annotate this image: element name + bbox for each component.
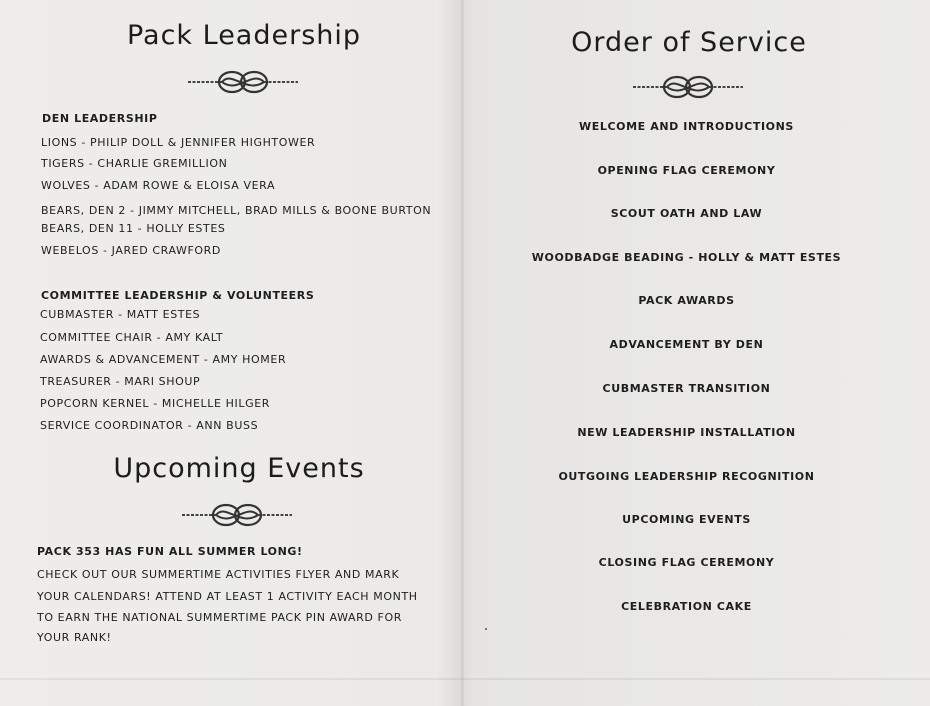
knot-icon	[631, 71, 745, 103]
service-item: NEW LEADERSHIP INSTALLATION	[577, 426, 796, 439]
service-item: UPCOMING EVENTS	[622, 513, 751, 526]
knot-icon	[180, 499, 294, 531]
committee-line: POPCORN KERNEL - MICHELLE HILGER	[40, 397, 271, 410]
knot-icon	[186, 66, 300, 98]
committee-line: SERVICE COORDINATOR - ANN BUSS	[40, 419, 259, 432]
committee-title: COMMITTEE LEADERSHIP & VOLUNTEERS	[41, 289, 315, 302]
committee-line: COMMITTEE CHAIR - AMY KALT	[40, 331, 224, 344]
den-leader-line: WEBELOS - JARED CRAWFORD	[41, 244, 221, 257]
order-of-service-heading: Order of Service	[571, 27, 807, 58]
den-leader-line: LIONS - PHILIP DOLL & JENNIFER HIGHTOWER	[41, 136, 316, 149]
service-item: CUBMASTER TRANSITION	[602, 382, 771, 395]
events-intro: PACK 353 HAS FUN ALL SUMMER LONG!	[37, 545, 303, 558]
ink-speck	[485, 628, 487, 630]
den-leader-line: WOLVES - ADAM ROWE & ELOISA VERA	[41, 179, 276, 192]
service-item: ADVANCEMENT BY DEN	[609, 338, 764, 351]
upcoming-events-heading: Upcoming Events	[113, 453, 365, 484]
den-leader-line: BEARS, DEN 11 - HOLLY ESTES	[41, 222, 226, 235]
den-leadership-title: DEN LEADERSHIP	[42, 112, 158, 125]
committee-line: TREASURER - MARI SHOUP	[40, 375, 201, 388]
events-line: YOUR RANK!	[37, 631, 112, 644]
service-item: SCOUT OATH AND LAW	[610, 207, 763, 220]
service-item: CLOSING FLAG CEREMONY	[598, 556, 775, 569]
service-item: WELCOME AND INTRODUCTIONS	[579, 120, 794, 133]
committee-line: AWARDS & ADVANCEMENT - AMY HOMER	[40, 353, 287, 366]
committee-line: CUBMASTER - MATT ESTES	[40, 308, 201, 321]
service-item: WOODBADGE BEADING - HOLLY & MATT ESTES	[531, 251, 842, 264]
service-item: CELEBRATION CAKE	[621, 600, 752, 613]
left-panel	[0, 0, 462, 706]
right-panel	[463, 0, 930, 706]
events-line: YOUR CALENDARS! ATTEND AT LEAST 1 ACTIVITY EACH MONTH	[37, 590, 418, 603]
events-line: TO EARN THE NATIONAL SUMMERTIME PACK PIN AWARD FOR	[37, 611, 402, 624]
events-line: CHECK OUT OUR SUMMERTIME ACTIVITIES FLYER AND MARK	[37, 568, 400, 581]
pack-leadership-heading: Pack Leadership	[126, 20, 362, 51]
service-item: OPENING FLAG CEREMONY	[597, 164, 776, 177]
service-item: PACK AWARDS	[638, 294, 735, 307]
den-leader-line: TIGERS - CHARLIE GREMILLION	[41, 157, 228, 170]
den-leader-line: BEARS, DEN 2 - JIMMY MITCHELL, BRAD MILLS & BOONE BURTON	[41, 204, 432, 217]
service-item: OUTGOING LEADERSHIP RECOGNITION	[558, 470, 815, 483]
